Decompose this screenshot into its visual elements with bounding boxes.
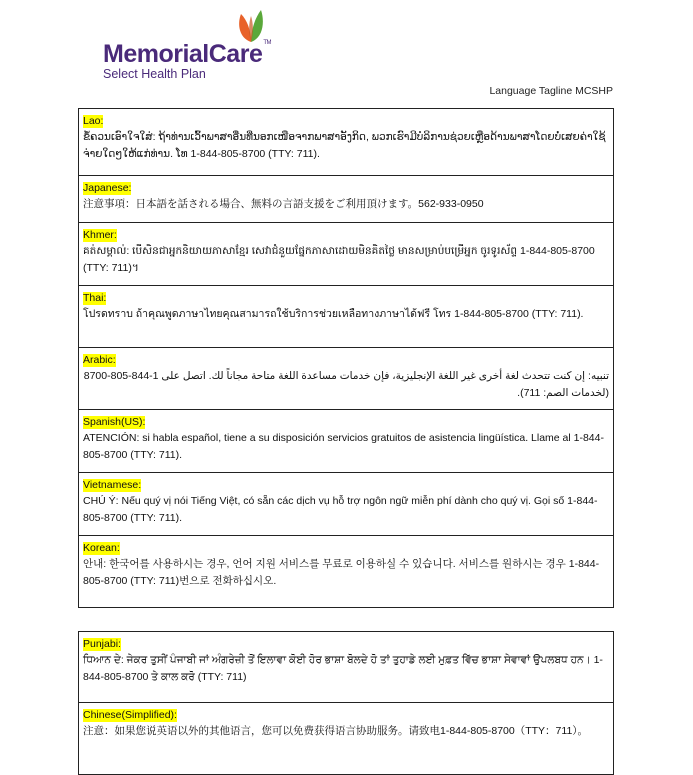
leaf-logo-icon (235, 8, 267, 44)
tagline-row-japanese (79, 175, 613, 222)
tagline-text: โปรดทราบ ถ้าคุณพูดภาษาไทยคุณสามารถใช้บริการช่วยเหลือทางภาษาได้ฟรี โทร 1-844-805-8700 (TTY: 711). (83, 308, 584, 320)
tagline-table-2 (78, 631, 614, 775)
tagline-text: ਧਿਆਨ ਦੇ: ਜੇਕਰ ਤੁਸੀਂ ਪੰਜਾਬੀ ਜਾਂ ਅੰਗਰੇਜ਼ੀ ਤੋਂ ਇਲਾਵਾ ਕੋਈ ਹੋਰ ਭਾਸ਼ਾ ਬੋਲਦੇ ਹੋ ਤਾਂ ਤੁਹਾਡੇ ਲਈ ਮੁਫ਼ਤ ਵਿੱਚ ਭਾਸ਼ਾ ਸੇਵਾਵਾਂ ਉਪਲਬਧ ਹਨ। 1-844-805-8700 ਤੇ ਕਾਲ ਕਰੋ (TTY: 711) (83, 654, 603, 683)
language-name: Arabic: (83, 354, 116, 366)
tagline-text: 注意：如果您说英语以外的其他语言，您可以免费获得语言协助服务。请致电1-844-805-8700（TTY：711）。 (83, 725, 589, 737)
tagline-row-chinese (79, 702, 613, 774)
tagline-row-arabic (79, 347, 613, 409)
language-name: Khmer: (83, 229, 117, 241)
tagline-row-korean (79, 535, 613, 607)
tagline-text: ຂໍ້ຄວນເອົາໃຈໃສ່: ຖ້າທ່ານເວົ້າພາສາອື່ນທີ່ນອກເໜືອຈາກພາສາອັງກິດ, ພວກເຮົາມີບໍລິການຊ່ວຍເຫຼືອດ້ານພາສາໂດຍບໍ່ເສຍຄ່າໃຊ້ຈ່າຍໃດໆໃຫ້ແກ່ທ່ານ. ໂທ 1-844-805-8700 (TTY: 711). (83, 131, 606, 160)
tagline-table-1 (78, 108, 614, 608)
memorialcare-logo (103, 8, 303, 80)
tagline-text: CHÚ Ý: Nếu quý vị nói Tiếng Việt, có sẵn các dịch vụ hỗ trợ ngôn ngữ miễn phí dành cho quý vị. Gọi số 1-844-805-8700 (TTY: 711). (83, 495, 598, 524)
tagline-text: ATENCIÓN: si habla español, tiene a su disposición servicios gratuitos de asistencia lingüística. Llame al 1-844-805-8700 (TTY: 711). (83, 432, 604, 461)
brand-subtitle: Select Health Plan (103, 67, 206, 81)
tagline-row-lao (79, 109, 613, 175)
language-name: Vietnamese: (83, 479, 142, 491)
language-name: Chinese(Simplified): (83, 709, 177, 721)
tagline-row-khmer (79, 222, 613, 285)
tagline-row-vietnamese (79, 472, 613, 535)
language-name: Thai: (83, 292, 107, 304)
brand-name: MemorialCare™ (103, 40, 272, 68)
language-name: Punjabi: (83, 638, 121, 650)
language-name: Japanese: (83, 182, 132, 194)
tagline-text: 注意事項：日本語を話される場合、無料の言語支援をご利用頂けます。562-933-0950 (83, 198, 484, 210)
language-name: Korean: (83, 542, 120, 554)
brand-trademark: TM (263, 40, 272, 46)
tagline-row-spanish (79, 409, 613, 472)
document-label: Language Tagline MCSHP (489, 85, 613, 97)
tagline-row-thai (79, 285, 613, 347)
tagline-text: 안내: 한국어를 사용하시는 경우, 언어 지원 서비스를 무료로 이용하실 수 있습니다. 서비스를 원하시는 경우 1-844-805-8700 (TTY: 711)번으로 전화하십시오. (83, 558, 600, 587)
tagline-text: تنبيه: إن كنت تتحدث لغة أخرى غير اللغة الإنجليزية، فإن خدمات مساعدة اللغة متاحة مجاناً لك. اتصل على 1-844-805-8700 (لخدمات الصم: 711). (83, 370, 609, 399)
tagline-row-punjabi (79, 632, 613, 702)
language-name: Lao: (83, 115, 104, 127)
tagline-text: គត់សម្គាល់: បើសិនជាអ្នកនិយាយភាសាខ្មែរ សេវាជំនួយផ្នែកភាសាដោយមិនគិតថ្លៃ មានសម្រាប់បម្រើអ្នក ចូរទូរស័ព្ទ 1-844-805-8700 (TTY: 711)។ (83, 245, 595, 274)
language-name: Spanish(US): (83, 416, 146, 428)
